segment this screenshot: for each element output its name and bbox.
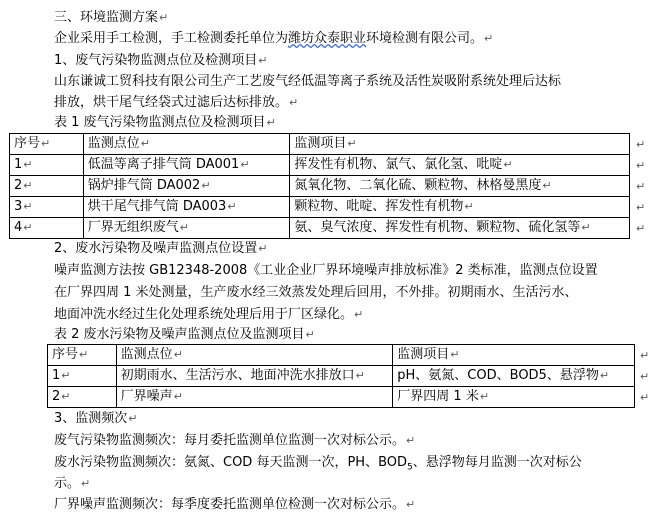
table-cell: 厂界噪声↵ — [116, 387, 393, 408]
subsection-3-title: 3、监测频次↵ — [54, 411, 138, 426]
table-header-cell: 序号↵ — [10, 134, 84, 155]
row-end-mark: ↵ — [640, 370, 650, 383]
frequency-water-line-1: 废水污染物监测频次：氨氮、COD 每天监测一次，PH、$BOD_5$、悬浮物每月监测一次对标公 — [54, 455, 582, 473]
table-header-cell: 监测点位↵ — [83, 134, 290, 155]
frequency-noise: 厂界噪声监测频次：每季度委托监测单位检测一次对标公示。↵ — [54, 497, 416, 512]
subsection-1-paragraph-line-2: 排放，烘干尾气经袋式过滤后达标排放。↵ — [54, 95, 299, 110]
row-end-mark: ↵ — [636, 201, 646, 214]
table-cell: 2↵ — [48, 387, 117, 408]
table-cell: 厂界无组织废气↵ — [83, 218, 290, 239]
frequency-gas: 废气污染物监测频次：每月委托监测单位监测一次对标公示。↵ — [54, 433, 416, 448]
table-header-cell: 序号↵ — [48, 345, 117, 366]
table-cell: 1↵ — [48, 366, 117, 387]
table-row — [10, 155, 630, 176]
table-row — [48, 345, 635, 366]
table-1-caption: 表 1 废气污染物监测点位及检测项目↵ — [54, 115, 276, 130]
subsection-1-paragraph-line-1: 山东谦诚工贸科技有限公司生产工艺废气经低温等离子系统及活性炭吸附系统处理后达标 — [54, 74, 562, 89]
table-cell: 挥发性有机物、氯气、氯化氢、吡啶↵ — [290, 155, 630, 176]
table-1 — [9, 133, 630, 239]
subsection-2-paragraph-line-3: 地面冲洗水经过生化处理系统处理后用于厂区绿化。↵ — [54, 307, 364, 322]
table-row — [10, 218, 630, 239]
table-cell: 颗粒物、吡啶、挥发性有机物↵ — [290, 197, 630, 218]
table-cell: 厂界四周 1 米↵ — [393, 387, 635, 408]
table-row — [48, 366, 635, 387]
table-cell: 锅炉排气筒 DA002↵ — [83, 176, 290, 197]
table-cell: 烘干尾气排气筒 DA003↵ — [83, 197, 290, 218]
table-cell: 初期雨水、生活污水、地面冲洗水排放口↵ — [116, 366, 393, 387]
table-row — [10, 134, 630, 155]
table-cell: 低温等离子排气筒 DA001↵ — [83, 155, 290, 176]
table-cell: 4↵ — [10, 218, 84, 239]
row-end-mark: ↵ — [640, 391, 650, 404]
table-row — [10, 176, 630, 197]
frequency-water-line-2: 示。↵ — [54, 476, 91, 491]
table-cell: pH、氨氮、COD、BOD5、悬浮物↵ — [393, 366, 635, 387]
table-header-cell: 监测点位↵ — [116, 345, 393, 366]
row-end-mark: ↵ — [636, 222, 646, 235]
table-cell: 1↵ — [10, 155, 84, 176]
subsection-2-paragraph-line-1: 噪声监测方法按 GB12348-2008《工业企业厂界环境噪声排放标准》2 类标准，监测点位设置 — [54, 263, 598, 278]
row-end-mark: ↵ — [640, 349, 650, 362]
row-end-mark: ↵ — [636, 159, 646, 172]
table-cell: 2↵ — [10, 176, 84, 197]
subsection-1-title: 1、废气污染物监测点位及检测项目↵ — [54, 53, 268, 68]
intro-paragraph: 企业采用手工检测，手工检测委托单位为潍坊众泰职业环境检测有限公司。↵ — [54, 31, 494, 46]
subsection-2-title: 2、废水污染物及噪声监测点位设置↵ — [54, 241, 268, 256]
table-header-cell: 监测项目↵ — [393, 345, 635, 366]
table-row — [10, 197, 630, 218]
table-cell: 氮氧化物、二氧化硫、颗粒物、林格曼黑度↵ — [290, 176, 630, 197]
table-2-caption: 表 2 废水污染物及噪声监测点位及监测项目↵ — [54, 327, 315, 342]
row-end-mark: ↵ — [636, 138, 646, 151]
subsection-2-paragraph-line-2: 在厂界四周 1 米处测量，生产废水经三效蒸发处理后回用，不外排。初期雨水、生活污水、 — [54, 285, 578, 300]
row-end-mark: ↵ — [636, 180, 646, 193]
table-cell: 3↵ — [10, 197, 84, 218]
table-cell: 氨、臭气浓度、挥发性有机物、颗粒物、硫化氢等↵ — [290, 218, 630, 239]
table-2 — [47, 344, 635, 408]
section-title: 三、环境监测方案↵ — [54, 10, 169, 25]
table-row — [48, 387, 635, 408]
table-header-cell: 监测项目↵ — [290, 134, 630, 155]
